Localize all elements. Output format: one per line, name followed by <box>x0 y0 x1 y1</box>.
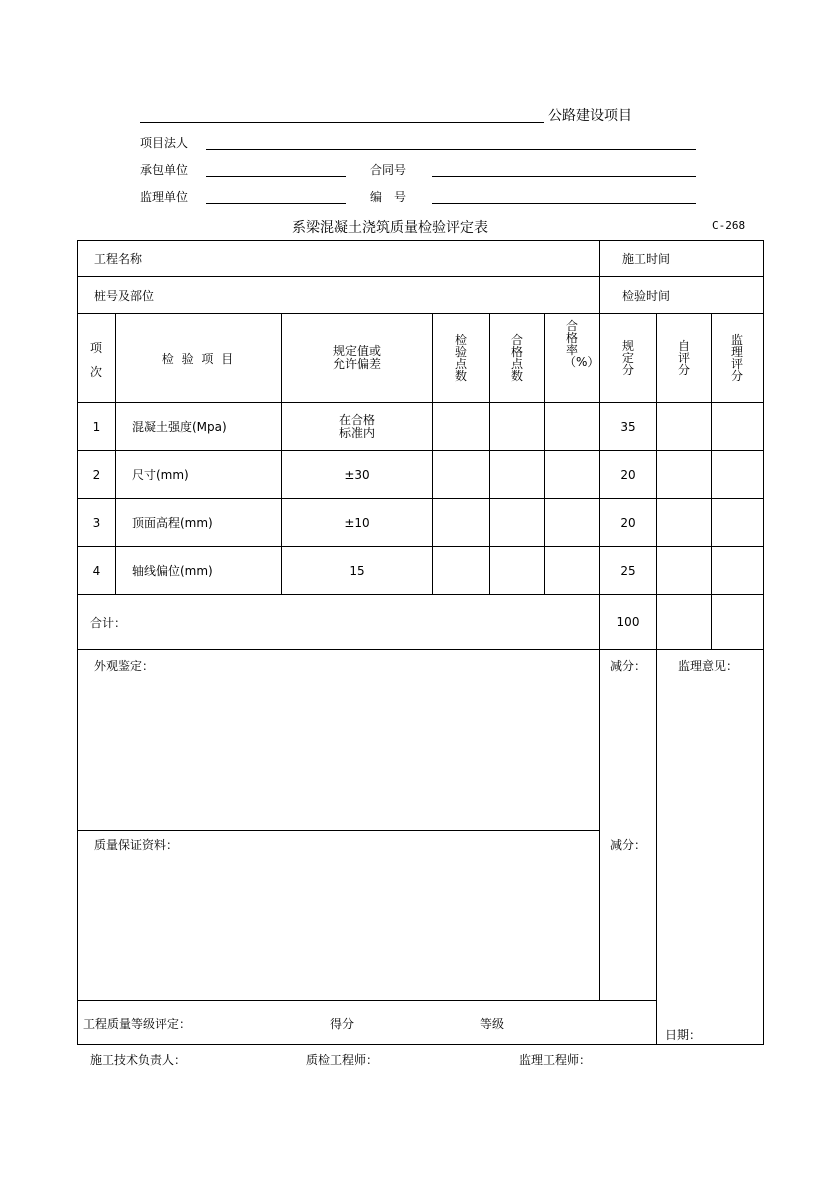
construction-time-label: 施工时间 <box>622 252 671 266</box>
row-spec: ±10 <box>344 515 370 530</box>
col-std-score: 规定分 <box>621 339 634 377</box>
row-no: 2 <box>92 467 101 482</box>
contract-no-label: 合同号 <box>370 163 407 177</box>
col-sup-score: 监理评分 <box>730 333 743 383</box>
quality-docs-label: 质量保证资料： <box>94 838 179 852</box>
col-item-no: 项次 <box>89 341 102 379</box>
row-spec: 15 <box>349 563 365 578</box>
quality-deduct-label: 减分： <box>610 838 647 852</box>
grade-level-label: 等级 <box>480 1017 505 1031</box>
project-name-label: 工程名称 <box>94 252 143 266</box>
row-item: 轴线偏位(mm) <box>132 564 213 578</box>
inspection-time-label: 检验时间 <box>622 288 671 303</box>
row-no: 1 <box>92 419 101 434</box>
grade-score-label: 得分 <box>330 1017 355 1031</box>
project-name-line <box>140 122 544 123</box>
form-title: 系梁混凝土浇筑质量检验评定表 <box>292 220 488 236</box>
row-item: 顶面高程(mm) <box>132 516 213 530</box>
appearance-label: 外观鉴定： <box>94 659 155 673</box>
col-pass-rate: 合格率（%） <box>564 319 600 369</box>
total-score: 100 <box>616 615 640 629</box>
col-self-score: 自评分 <box>677 339 690 377</box>
grade-label: 工程质量等级评定： <box>83 1017 192 1031</box>
row-score: 35 <box>620 419 636 434</box>
date-label: 日期： <box>665 1028 702 1042</box>
owner-line <box>206 149 696 150</box>
station-label: 桩号及部位 <box>94 288 155 303</box>
row-item: 混凝土强度(Mpa) <box>132 420 227 434</box>
col-pass-points: 合格点数 <box>510 333 523 383</box>
contractor-line <box>206 176 346 177</box>
col-points: 检验点数 <box>454 333 467 383</box>
qc-engineer-label: 质检工程师： <box>306 1053 379 1067</box>
project-suffix: 公路建设项目 <box>548 108 632 124</box>
supervisor-opinion-label: 监理意见： <box>678 659 739 673</box>
number-label: 编 号 <box>370 190 407 204</box>
col-spec: 规定值或允许偏差 <box>332 344 381 371</box>
supervisor-label: 监理单位 <box>140 190 189 204</box>
col-item: 检 验 项 目 <box>161 351 236 366</box>
owner-label: 项目法人 <box>140 136 189 150</box>
row-spec: ±30 <box>344 467 370 482</box>
row-score: 20 <box>620 467 636 482</box>
row-item: 尺寸(mm) <box>132 468 189 482</box>
total-label: 合计： <box>90 615 127 630</box>
row-score: 20 <box>620 515 636 530</box>
contract-no-line <box>432 176 696 177</box>
row-no: 3 <box>92 515 101 530</box>
appearance-deduct-label: 减分： <box>610 659 647 673</box>
sup-engineer-label: 监理工程师： <box>519 1053 592 1067</box>
tech-lead-label: 施工技术负责人： <box>90 1053 187 1067</box>
number-line <box>432 203 696 204</box>
contractor-label: 承包单位 <box>140 163 189 177</box>
form-code: C-268 <box>712 219 746 232</box>
row-no: 4 <box>92 563 101 578</box>
supervisor-line <box>206 203 346 204</box>
row-spec: 在合格标准内 <box>338 412 375 440</box>
row-score: 25 <box>620 563 636 578</box>
